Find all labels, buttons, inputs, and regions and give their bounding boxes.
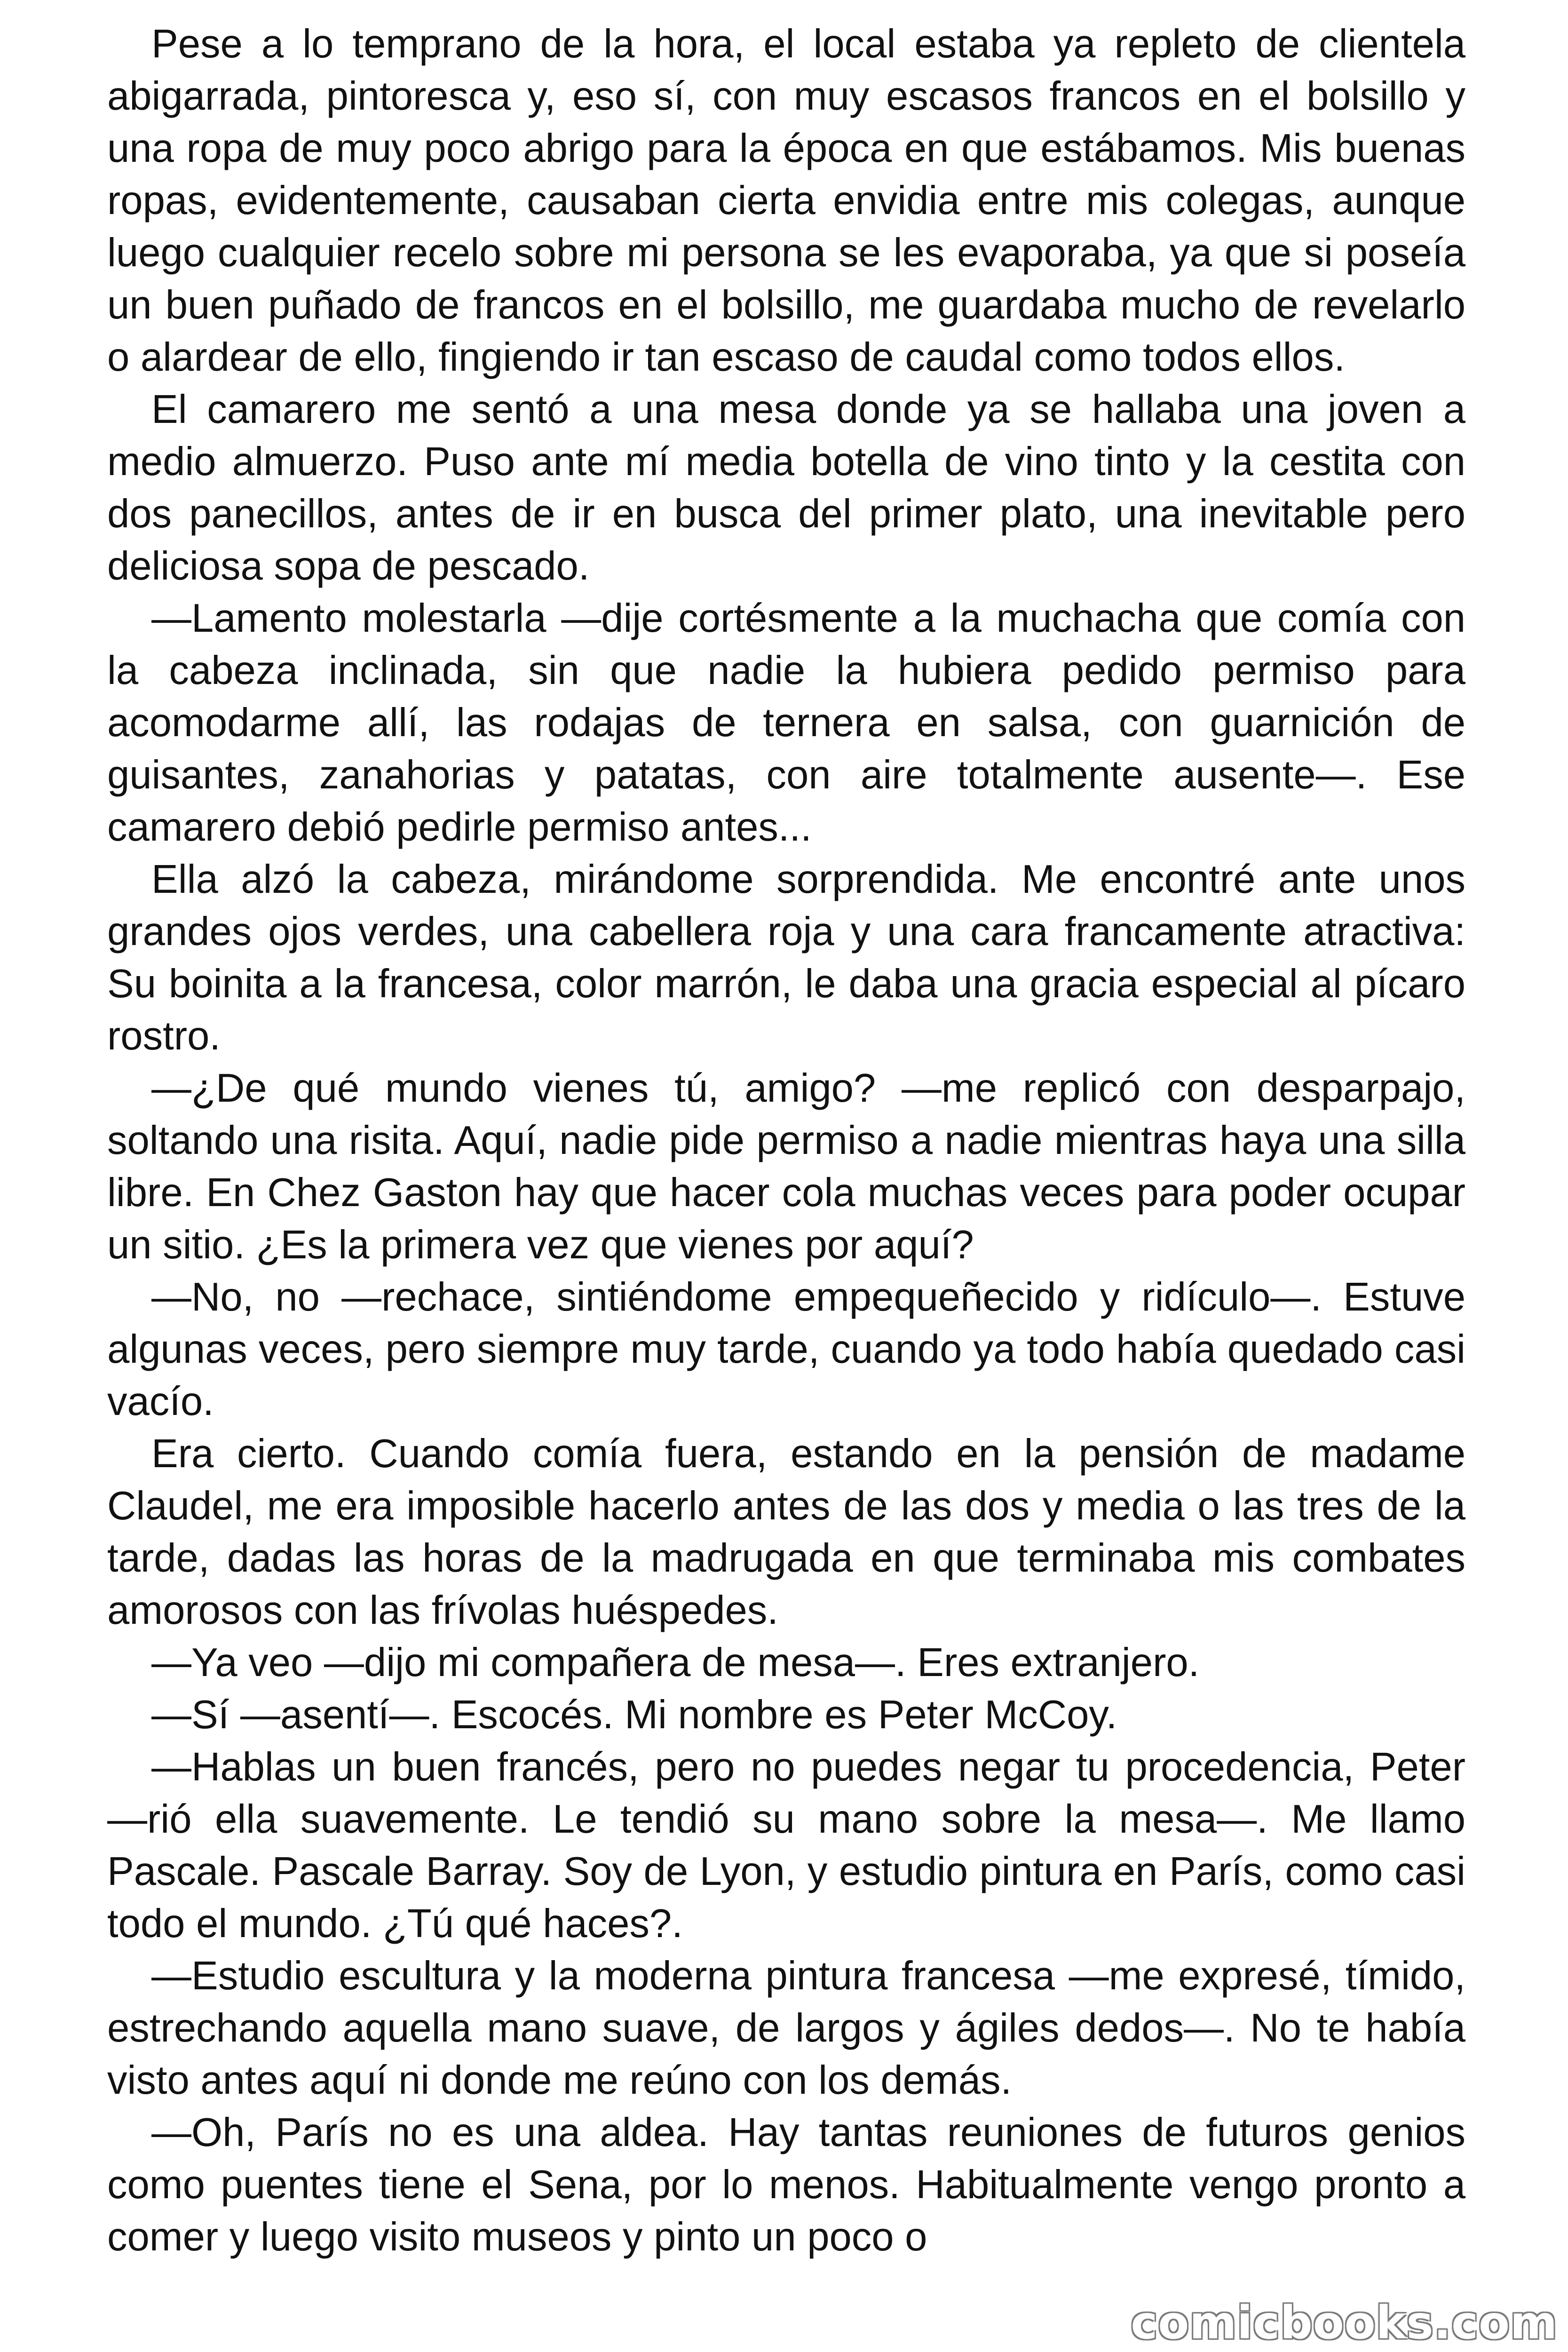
paragraph-11: —Estudio escultura y la moderna pintura francesa —me expresé, tímido, estrechando aquella mano suave, de largos y ágiles dedos—. No te había visto antes aquí ni donde me reúno con los demás.: [107, 1954, 1465, 2103]
paragraph-4: Ella alzó la cabeza, mirándome sorprendida. Me encontré ante unos grandes ojos verdes, una cabellera roja y una cara francamente atractiva: Su boinita a la francesa, color marrón, le daba una gracia especial al pícaro rostro.: [107, 857, 1465, 1058]
watermark: comicbooks.com: [1131, 2296, 1558, 2349]
paragraph-9: —Sí —asentí—. Escocés. Mi nombre es Peter McCoy.: [151, 1692, 1117, 1737]
paragraph-5: —¿De qué mundo vienes tú, amigo? —me replicó con desparpajo, soltando una risita. Aquí, nadie pide permiso a nadie mientras haya una silla libre. En Chez Gaston hay que hacer cola muchas veces para poder ocupar un sitio. ¿Es la primera vez que vienes por aquí?: [107, 1066, 1465, 1267]
paragraph-6: —No, no —rechace, sintiéndome empequeñecido y ridículo—. Estuve algunas veces, pero siempre muy tarde, cuando ya todo había quedado casi vacío.: [107, 1275, 1465, 1424]
paragraph-12: —Oh, París no es una aldea. Hay tantas reuniones de futuros genios como puentes tiene el Sena, por lo menos. Habitualmente vengo pronto a comer y luego visito museos y pinto un poco o: [107, 2110, 1465, 2259]
paragraph-10: —Hablas un buen francés, pero no puedes negar tu procedencia, Peter —rió ella suavemente. Le tendió su mano sobre la mesa—. Me llamo Pascale. Pascale Barray. Soy de Lyon, y estudio pintura en París, como casi todo el mundo. ¿Tú qué haces?.: [107, 1745, 1465, 1946]
paragraph-7: Era cierto. Cuando comía fuera, estando en la pensión de madame Claudel, me era imposible hacerlo antes de las dos y media o las tres de la tarde, dadas las horas de la madrugada en que terminaba mis combates amorosos con las frívolas huéspedes.: [107, 1431, 1465, 1633]
document-page: [107, 18, 1465, 2263]
paragraph-8: —Ya veo —dijo mi compañera de mesa—. Eres extranjero.: [151, 1640, 1200, 1685]
paragraph-2: El camarero me sentó a una mesa donde ya se hallaba una joven a medio almuerzo. Puso ante mí media botella de vino tinto y la cestita con dos panecillos, antes de ir en busca del primer plato, una inevitable pero deliciosa sopa de pescado.: [107, 387, 1465, 588]
paragraph-3: —Lamento molestarla —dije cortésmente a la muchacha que comía con la cabeza inclinada, sin que nadie la hubiera pedido permiso para acomodarme allí, las rodajas de ternera en salsa, con guarnición de guisantes, zanahorias y patatas, con aire totalmente ausente—. Ese camarero debió pedirle permiso antes...: [107, 596, 1465, 850]
paragraph-1: Pese a lo temprano de la hora, el local estaba ya repleto de clientela abigarrada, pintoresca y, eso sí, con muy escasos francos en el bolsillo y una ropa de muy poco abrigo para la época en que estábamos. Mis buenas ropas, evidentemente, causaban cierta envidia entre mis colegas, aunque luego cualquier recelo sobre mi persona se les evaporaba, ya que si poseía un buen puñado de francos en el bolsillo, me guardaba mucho de revelarlo o alardear de ello, fingiendo ir tan escaso de caudal como todos ellos.: [107, 22, 1465, 380]
